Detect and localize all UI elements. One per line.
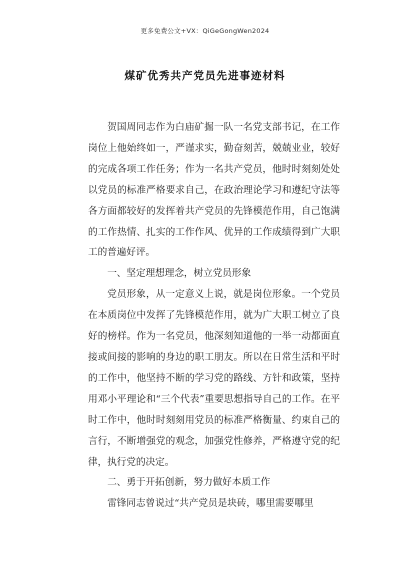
section-1-paragraph: 党员形象，从一定意义上说，就是岗位形象。一个党员在本质岗位中发挥了先锋模范作用，就为广大职工树立了良好的榜样。作为一名党员，他深刻知道他的一举一动都面直接或间接的影响的身边的职工朋友。所以在日常生活和平时的工作中，他坚持不断的学习党的路线、方针和政策，坚持用邓小平理论和“三个代表”重要思想指导自己的工作。在平时工作中，他时时刻刻用党员的标准严格衡量、约束自己的言行，不断增强党的观念，加强党性修养，严格遵守党的纪律，执行党的决定。 [88, 289, 340, 468]
section-2-paragraph: 雷锋同志曾说过“共产党员是块砖，哪里需要哪里 [107, 498, 314, 510]
section-2-heading: 二、勇于开拓创新，努力做好本质工作 [107, 477, 271, 489]
intro-paragraph: 贺国周同志作为白庙矿掘一队一名党支部书记，在工作岗位上他始终如一，严谨求实，勤奋刻苦，兢兢业业，较好的完成各项工作任务；作为一名共产党员，他时时刻刻处处以党员的标准严格要求自己，在政治理论学习和遵纪守法等各方面都较好的发挥着共产党员的先锋模范作用，自己饱满的工作热情、扎实的工作作风、优异的工作成绩得到广大职工的普遍好评。 [88, 122, 340, 259]
section-1-heading: 一、坚定理想理念，树立党员形象 [107, 268, 252, 280]
document-body [88, 118, 340, 515]
document-title: 煤矿优秀共产党员先进事迹材料 [124, 70, 286, 82]
header-note: 更多免费公文+VX：QiGeGongWen2024 [140, 27, 270, 35]
